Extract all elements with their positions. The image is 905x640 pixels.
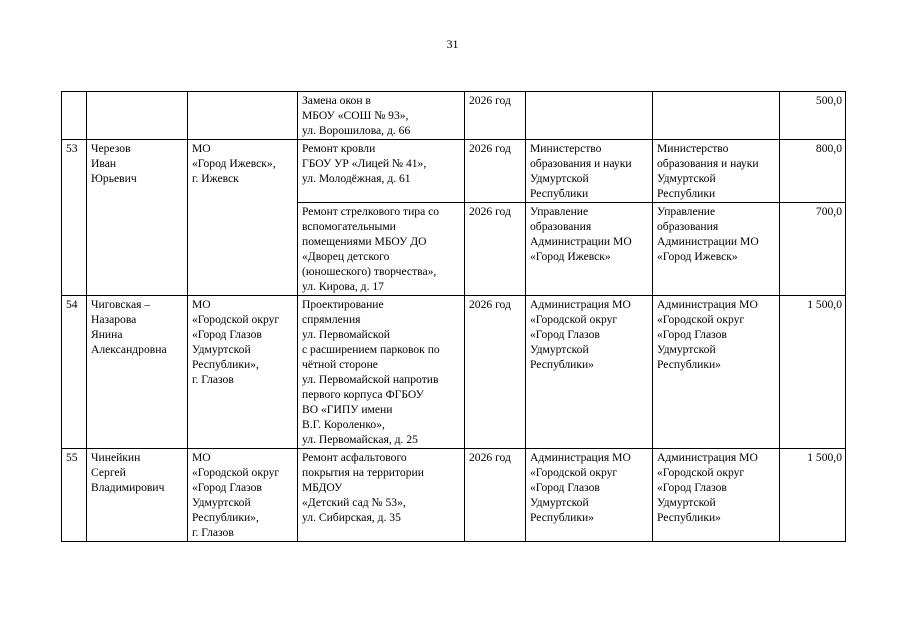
amount: 1 500,0 <box>780 296 846 449</box>
object-description: Ремонт стрелкового тира со вспомогательными помещениями МБОУ ДО «Дворец детского (юношеского) творчества», ул. Кирова, д. 17 <box>298 203 465 296</box>
municipality <box>188 92 298 140</box>
table-row <box>62 140 846 203</box>
municipality: МО «Городской округ «Город Глазов Удмуртской Республики», г. Глазов <box>188 449 298 542</box>
year: 2026 год <box>465 92 526 140</box>
object-description: Проектирование спрямления ул. Первомайской с расширением парковок по чётной стороне ул. Первомайской напротив первого корпуса ФГБОУ ВО «ГИПУ имени В.Г. Короленко», ул. Первомайская, д. 25 <box>298 296 465 449</box>
customer: Управление образования Администрации МО «Город Ижевск» <box>526 203 653 296</box>
budget-manager: Администрация МО «Городской округ «Город Глазов Удмуртской Республики» <box>653 449 780 542</box>
year: 2026 год <box>465 449 526 542</box>
funding-table <box>61 91 846 542</box>
page-number: 31 <box>446 37 459 51</box>
row-number: 54 <box>62 296 87 449</box>
customer <box>526 92 653 140</box>
budget-manager: Управление образования Администрации МО «Город Ижевск» <box>653 203 780 296</box>
amount: 800,0 <box>780 140 846 203</box>
deputy-name: Черезов Иван Юрьевич <box>87 140 188 296</box>
customer: Министерство образования и науки Удмуртской Республики <box>526 140 653 203</box>
deputy-name <box>87 92 188 140</box>
row-number: 55 <box>62 449 87 542</box>
object-description: Ремонт асфальтового покрытия на территории МБДОУ «Детский сад № 53», ул. Сибирская, д. 35 <box>298 449 465 542</box>
object-description: Ремонт кровли ГБОУ УР «Лицей № 41», ул. Молодёжная, д. 61 <box>298 140 465 203</box>
customer: Администрация МО «Городской округ «Город Глазов Удмуртской Республики» <box>526 296 653 449</box>
row-number: 53 <box>62 140 87 296</box>
amount: 500,0 <box>780 92 846 140</box>
municipality: МО «Город Ижевск», г. Ижевск <box>188 140 298 296</box>
budget-manager <box>653 92 780 140</box>
budget-manager: Администрация МО «Городской округ «Город Глазов Удмуртской Республики» <box>653 296 780 449</box>
table-row <box>62 296 846 449</box>
deputy-name: Чинейкин Сергей Владимирович <box>87 449 188 542</box>
deputy-name: Чиговская – Назарова Янина Александровна <box>87 296 188 449</box>
amount: 700,0 <box>780 203 846 296</box>
year: 2026 год <box>465 296 526 449</box>
object-description: Замена окон в МБОУ «СОШ № 93», ул. Ворошилова, д. 66 <box>298 92 465 140</box>
year: 2026 год <box>465 140 526 203</box>
row-number <box>62 92 87 140</box>
amount: 1 500,0 <box>780 449 846 542</box>
table-row <box>62 92 846 140</box>
municipality: МО «Городской округ «Город Глазов Удмуртской Республики», г. Глазов <box>188 296 298 449</box>
table-row <box>62 449 846 542</box>
customer: Администрация МО «Городской округ «Город Глазов Удмуртской Республики» <box>526 449 653 542</box>
budget-manager: Министерство образования и науки Удмуртской Республики <box>653 140 780 203</box>
year: 2026 год <box>465 203 526 296</box>
